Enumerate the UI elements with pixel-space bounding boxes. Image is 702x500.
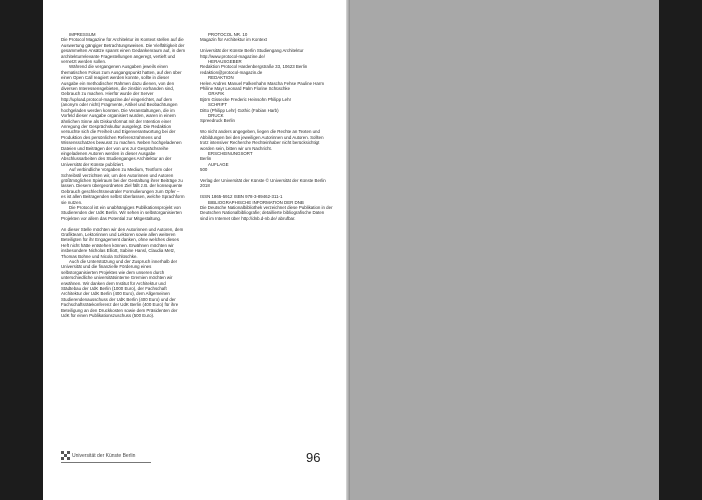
text-paragraph: Während die vergangenen Ausgaben jeweils einen thematischen Fokus zum Ausgangspunkt hatten, auf den über einen Open Call reagiert werden konnte, sollte in dieser Ausgabe ein methodischer Rahmen dazu dienen, von den diversen Interessensgebieten, die zinsbin vorhanden sind, Gebrauch zu machen. Hierfür wurde der Server http://upload.protocol-magazine.de/ eingerichtet, auf dem (anonym oder nicht) Fragmente, Artikel und Beobachtungen hochgeladen werden konnten. Die Veranstaltungen, die im Vorfeld dieser Ausgabe organisiert wurden, waren in einem ähnlichen Sinne als Diskursformat mit der Intention einer Anregung der Gesprächskultur ausgelegt. Die Redaktion versuchte sich die Freiheit und Eigenverantwortung bei der Produktion des persönlichen Referenzrahmens und Wissensschatzes bewusst zu machen. Neben hochgeladenen Dateien und Beiträgen der von uns zur Gesprächsreihe eingeladenen Autoren werden in dieser Ausgabe Abschlussarbeiten des Studienganges Architektur an der Universität der Künste publiziert. — [61, 64, 182, 167]
section-heading: ERSCHEINUNGSORT — [208, 150, 253, 156]
text-paragraph: Spreedruck Berlin — [200, 118, 235, 124]
text-paragraph: Magazin für Architektur im Kontext — [200, 37, 267, 43]
text-paragraph: Björn Gissecke Frederic Heinsohn Philipp Lehr — [200, 96, 292, 102]
section-heading: HERAUSGEBER — [208, 59, 242, 65]
text-paragraph: Redaktion Protocol Hardenbergstraße 33, 10623 Berlin redaktion@protocol-magazin.de — [200, 64, 308, 75]
text-paragraph: 500 — [200, 167, 208, 173]
footer-rule — [61, 462, 151, 463]
text-paragraph: Helen Andres Manuel Falkenhahn Mascha Fehse Pauline Harm Philine Mayr Leonard Palm Florine Schüschke — [200, 80, 324, 92]
impressum-column — [61, 32, 185, 319]
text-paragraph: Auch die Unterstützung und der Zuspruch innerhalb der Universität und die finanzielle Förderung eines selbstorganisierten Projektes wie dem unseren durch unterschiedliche universitätsinterne Gremien möchten wir erwähnen. Wir danken dem Institut für Architektur und Städtebau der UdK Berlin (1000 Euro), der Fachschaft Architektur der UdK Berlin (400 Euro), dem Allgemeinen Studierendenausschuss der UdK Berlin (400 Euro) und der Fachschaftsrätekonferenz der UdK Berlin (400 Euro) für ihre Beteiligung an den Druckkosten sowie dem Präsidenten der UdK für einen Publikationszuschuss (500 Euro). — [61, 259, 179, 319]
section-heading: GRAFIK — [208, 91, 225, 97]
page-number: 96 — [306, 450, 321, 465]
section-heading: PROTOCOL NR. 10 — [208, 32, 248, 37]
text-paragraph: Wo nicht anders angegeben, liegen die Rechte an Texten und Abbildungen bei den jeweiligen Autorinnen und Autoren. Sollten trotz intensiver Recherche Rechteinhaber nicht berücksichtigt worden sein, bitten wir um Nachricht. — [200, 129, 324, 151]
section-heading: DRUCK — [208, 113, 224, 119]
section-heading: REDAKTION — [208, 75, 234, 81]
text-paragraph: Die Protocol Magazine für Architektur im Kontext stellen auf die Auswertung gängiger Betrachtungsweisen. Die Vielfältigkeit der gesammelten Ansätze spannt einen Gedankenraum auf, in dem architekturrelevante Fragestellungen angeregt, vertieft und vernetzt werden sollen. — [61, 37, 185, 65]
text-paragraph: Verlag der Universität der Künste © Universität der Künste Berlin 2018 — [200, 177, 326, 189]
colophon-column — [200, 32, 333, 221]
section-heading: SCHRIFT — [208, 102, 228, 108]
right-page-blank — [350, 0, 659, 500]
udk-logo — [61, 451, 70, 461]
text-paragraph: Die Protocol ist ein unabhängiges Publikationsprojekt von Studierenden der UdK Berlin. Wir sehen in selbstorganisierten Projekten vor allem das Potential zur Mitgestaltung. — [61, 205, 182, 221]
text-paragraph: Die Deutsche Nationalbibliothek verzeichnet diese Publikation in der Deutschen Nationalbibliografie; detaillierte bibliografische Daten sind im Internet über http://dnb.d-nb.de/ abrufbar. — [200, 204, 333, 221]
section-heading: AUFLAGE — [208, 161, 229, 167]
text-paragraph: ISSN 1865-5912 ISBN 978-3-89462-311-1 — [200, 194, 283, 200]
text-paragraph: Auf verbindliche Vorgaben zu Medium, Textform oder Schreibstil verzichten wir, um den Autorinnen und Autoren größtmöglichen Spielraum bei der Gestaltung ihrer Beiträge zu lassen. Diesem übergeordneten Ziel fällt z.B. der konsequente Gebrauch geschlechtsneutraler Formulierungen zum Opfer – es ist allen Beitragenden selbst überlassen, welche Sprachform sie nutzen. — [61, 167, 185, 205]
section-heading: BIBLIOGRAPHISCHE INFORMATION DER DNB — [208, 199, 304, 205]
footer-university: Universität der Künste Berlin — [72, 453, 136, 459]
text-paragraph: Universität der Künste Berlin Studiengang Architektur http://www.protocol-magazine.de/ — [200, 48, 304, 59]
text-paragraph: Ditto (Philipp Lehr) Gothic (Fabian Harb) — [200, 107, 279, 113]
text-paragraph: Berlin — [200, 156, 212, 162]
text-paragraph: An dieser Stelle möchten wir den Autorinnen und Autoren, dem Grafikteam, Lektorinnen und Lektoren sowie allen weiteren Beteiligten für ihr Engagement danken, ohne welches dieses Heft nicht hätte entstehen können. Erwähnen möchten wir insbesondere Nicholas Elliott, Sabine Hansl, Claudia Metz, Thomas Bohne und Nicola Schlüschke. — [61, 226, 184, 259]
section-heading: IMPRESSUM — [69, 32, 96, 37]
